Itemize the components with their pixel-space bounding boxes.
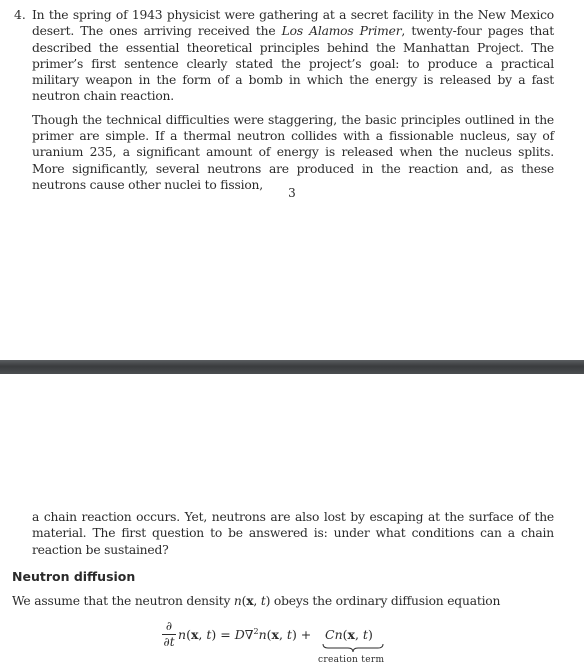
underbrace <box>322 643 384 653</box>
partial-derivative <box>162 620 176 649</box>
exercise-item <box>14 7 554 193</box>
paragraph-intro-end: , twenty-four pages that described the essential theoretical principles behind the Manhattan Project. The primer’s first sentence clearly stated the project’s goal: to produce a practical military weapon in the form of a bomb in which the energy is released by a fast neutron chain reaction. <box>32 24 555 104</box>
paragraph-intro-start: In the spring of 1943 physicist were gathering at a secret facility in the New Mexico desert. The ones arriving received the <box>32 8 554 39</box>
section-heading: Neutron diffusion <box>12 569 136 584</box>
diffusion-equation <box>160 618 420 668</box>
creation-label: creation term <box>318 655 385 665</box>
partial-denominator: ∂t <box>163 635 175 649</box>
paragraph-principles: Though the technical difficulties were staggering, the basic principles outlined in the primer are simple. If a thermal neutron collides with a fissionable nucleus, say of uranium 235, a significant amount of energy is released when the nucleus splits. More significantly, several neutrons are produced in the reaction and, as these neutrons cause other nuclei to fission, <box>32 112 554 192</box>
body-text: We assume that the neutron density n(x, t) obeys the ordinary diffusion equation <box>12 593 501 608</box>
paragraph-intro <box>32 7 554 105</box>
page-bottom <box>0 374 584 672</box>
equation-main: n(x, t) = D∇$^2$n(x, t) + <box>178 627 312 643</box>
partial-numerator: ∂ <box>165 619 173 633</box>
paragraph-continuation: a chain reaction occurs. Yet, neutrons are also lost by escaping at the surface of the material. The first question to be answered is: under what conditions can a chain reaction be sustained? <box>32 510 554 557</box>
creation-term: Cn(x, t) <box>325 627 373 642</box>
item-number: 4. <box>14 8 26 22</box>
primer-title: Los Alamos Primer <box>281 24 402 39</box>
page-number: 3 <box>288 186 296 200</box>
page-divider <box>0 360 584 374</box>
